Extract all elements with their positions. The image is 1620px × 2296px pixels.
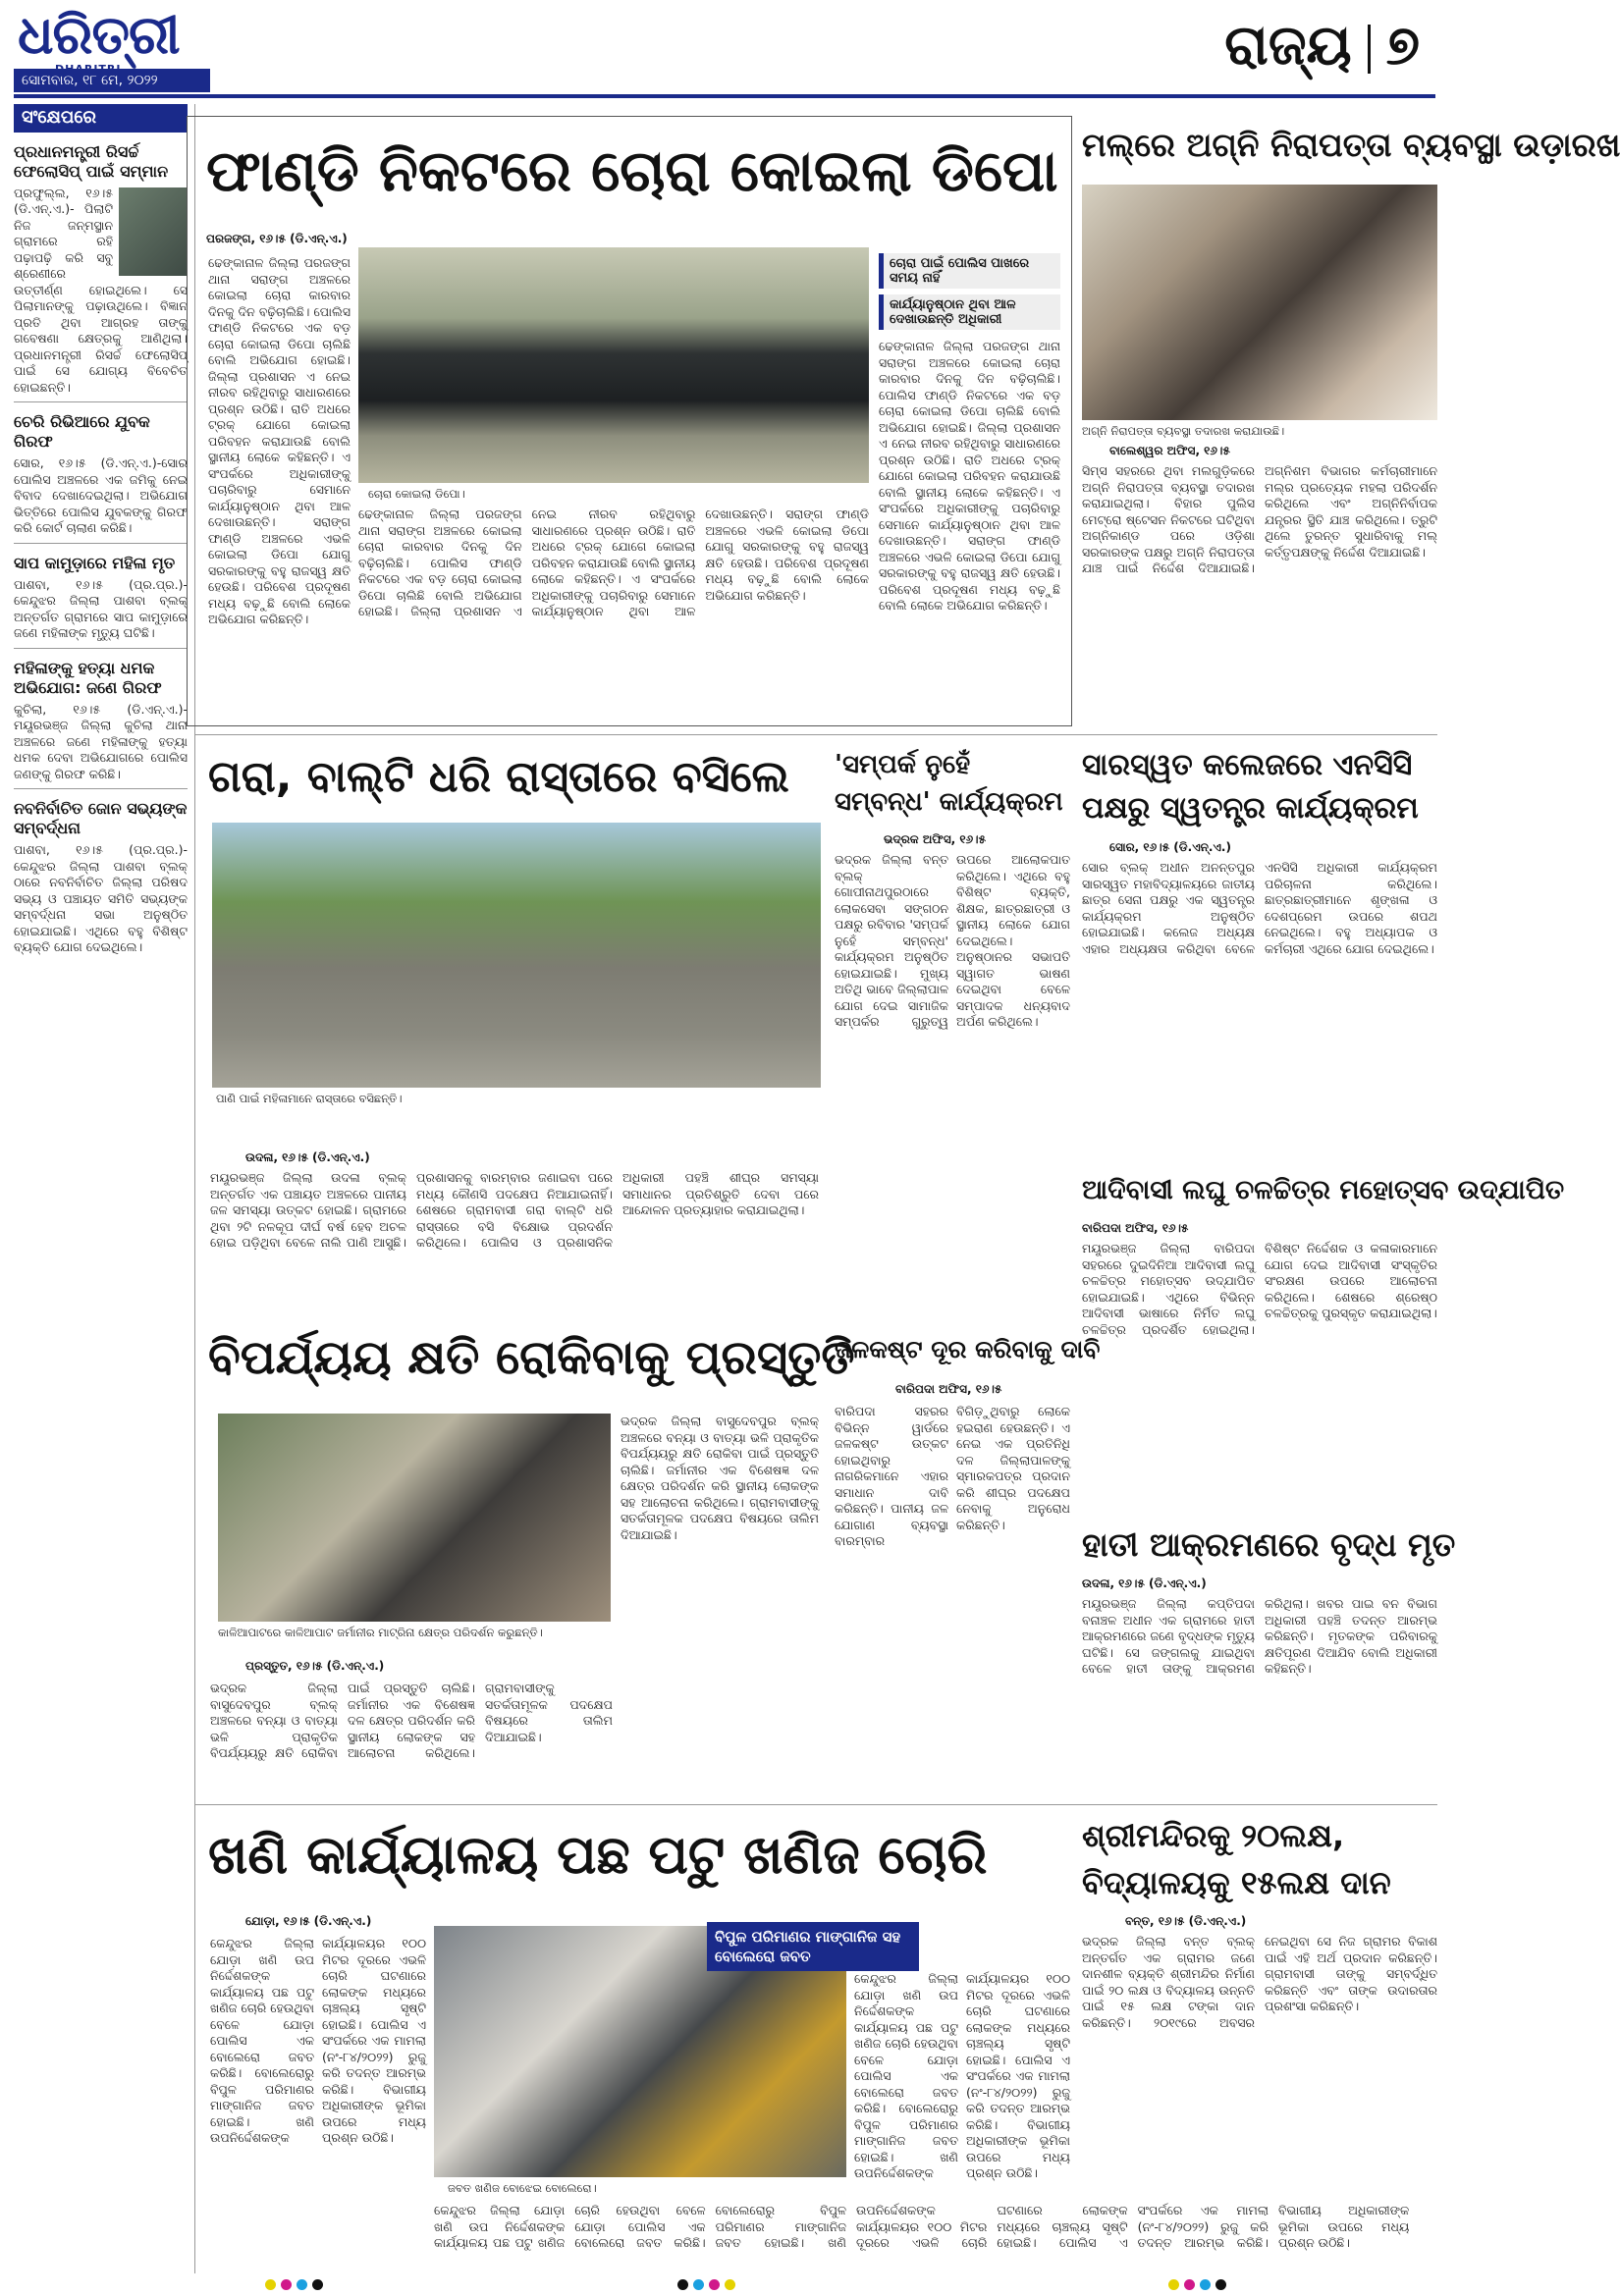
story-body: ସୋର ବ୍ଲକ୍ ଅଧୀନ ଅନନ୍ତପୁର ସାରସ୍ୱତ ମହାବିଦ୍ୟାଳୟରେ ଜାତୀୟ ଛାତ୍ର ସେନା ପକ୍ଷରୁ ଏକ ସ୍ୱତନ୍ତ୍ର କାର୍ଯ୍ୟକ୍ରମ ଅନୁଷ୍ଠିତ ହୋଇଯାଇଛି। କଲେଜ ଅଧ୍ୟକ୍ଷ ଏହାର ଅଧ୍ୟକ୍ଷତା କରିଥିବା ବେଳେ ଏନସିସି ଅଧିକାରୀ କାର୍ଯ୍ୟକ୍ରମ ପରିଚାଳନା କରିଥିଲେ। ଛାତ୍ରଛାତ୍ରୀମାନେ ଶୃଙ୍ଖଳା ଓ ଦେଶପ୍ରେମ ଉପରେ ଶପଥ ନେଇଥିଲେ। ବହୁ ଅଧ୍ୟାପକ ଓ କର୍ମଚାରୀ ଏଥିରେ ଯୋଗ ଦେଇଥିଲେ। [1082, 860, 1437, 956]
headline-disaster: ବିପର୍ଯ୍ୟୟ କ୍ଷତି ରୋକିବାକୁ ପ୍ରସ୍ତୁତି [208, 1330, 855, 1385]
dateline: ସୋମବାର, ୧୮ ମେ, ୨୦୨୨ [14, 69, 210, 92]
story-body: ଭଦ୍ରକ ଜିଲ୍ଲା ବନ୍ତ ବ୍ଲକ୍ ଗୋପୀନାଥପୁରଠାରେ ଲୋକସେବା ସଙ୍ଗଠନ ପକ୍ଷରୁ ରବିବାର 'ସମ୍ପର୍କ ନୁହେଁ ସମ୍ବନ୍ଧ' କାର୍ଯ୍ୟକ୍ରମ ଅନୁଷ୍ଠିତ ହୋଇଯାଇଛି। ମୁଖ୍ୟ ଅତିଥି ଭାବେ ଜିଲ୍ଲାପାଳ ଯୋଗ ଦେଇ ସାମାଜିକ ସମ୍ପର୍କର ଗୁରୁତ୍ୱ ଉପରେ ଆଲୋକପାତ କରିଥିଲେ। ଏଥିରେ ବହୁ ବିଶିଷ୍ଟ ବ୍ୟକ୍ତି, ଶିକ୍ଷକ, ଛାତ୍ରଛାତ୍ରୀ ଓ ସ୍ଥାନୀୟ ଲୋକେ ଯୋଗ ଦେଇଥିଲେ। ଅନୁଷ୍ଠାନର ସଭାପତି ସ୍ୱାଗତ ଭାଷଣ ଦେଇଥିବା ବେଳେ ସମ୍ପାଦକ ଧନ୍ୟବାଦ ଅର୍ପଣ କରିଥିଲେ। [835, 852, 1070, 1029]
headline-water-protest: ଗରା, ବାଲ୍ଟି ଧରି ରାସ୍ତାରେ ବସିଲେ [208, 752, 789, 802]
story-body: କେନ୍ଦୁଝର ଜିଲ୍ଲା ଯୋଡ଼ା ଖଣି ଉପ ନିର୍ଦ୍ଦେଶକଙ୍କ କାର୍ଯ୍ୟାଳୟ ପଛ ପଟୁ ଖଣିଜ ଚୋରି ହେଉଥିବା ବେଳେ ଯୋଡ଼ା ପୋଲିସ ଏକ ବୋଲେରୋ ଜବତ କରିଛି। ବୋଲେରୋରୁ ବିପୁଳ ପରିମାଣର ମାଙ୍ଗାନିଜ ଜବତ ହୋଇଛି। ଖଣି ଉପନିର୍ଦ୍ଦେଶକଙ୍କ କାର୍ଯ୍ୟାଳୟର ୧୦୦ ମିଟର ଦୂରରେ ଏଭଳି ଚୋରି ଘଟଣାରେ ଲୋକଙ୍କ ମଧ୍ୟରେ ଚାଞ୍ଚଲ୍ୟ ସୃଷ୍ଟି ହୋଇଛି। ପୋଲିସ ଏ ସଂପର୍କରେ ଏକ ମାମଲା (ନଂ-୮୪/୨୦୨୨) ରୁଜୁ କରି ତଦନ୍ତ ଆରମ୍ଭ କରିଛି। ବିଭାଗୀୟ ଅଧିକାରୀଙ୍କ ଭୂମିକା ଉପରେ ମଧ୍ୟ ପ୍ରଶ୍ନ ଉଠିଛି। [434, 2203, 1410, 2250]
divider [14, 543, 188, 544]
photo-caption: ପାଣି ପାଇଁ ମହିଳାମାନେ ରାସ୍ତାରେ ବସିଛନ୍ତି। [216, 1092, 403, 1105]
section-divider [1368, 25, 1371, 74]
brief-body: ପ୍ରଫୁଲ୍ଲ, ୧୬।୫ (ଡି.ଏନ୍.ଏ.)- ପିଲାଟି ନିଜ ଜନ୍ମସ୍ଥାନ ଗ୍ରାମରେ ରହି ପଢ଼ାପଢ଼ି କରି ସବୁ ଶ୍ରେଣୀରେ ଉତ୍ତୀର୍ଣ୍ଣ ହୋଇଥିଲେ। ସେ ପିଲାମାନଙ୍କୁ ପଢ଼ାଉଥିଲେ। ବିଜ୍ଞାନ ପ୍ରତି ଥିବା ଆଗ୍ରହ ତାଙ୍କୁ ଗବେଷଣା କ୍ଷେତ୍ରକୁ ଆଣିଥିଲା। ପ୍ରଧାନମନ୍ତ୍ରୀ ରିସର୍ଚ୍ଚ ଫେଲୋସିପ୍ ପାଇଁ ସେ ଯୋଗ୍ୟ ବିବେଚିତ ହୋଇଛନ୍ତି। [14, 185, 188, 395]
divider [14, 401, 188, 402]
row-rule [194, 734, 1437, 735]
story-body: କେନ୍ଦୁଝର ଜିଲ୍ଲା ଯୋଡ଼ା ଖଣି ଉପ ନିର୍ଦ୍ଦେଶକଙ୍କ କାର୍ଯ୍ୟାଳୟ ପଛ ପଟୁ ଖଣିଜ ଚୋରି ହେଉଥିବା ବେଳେ ଯୋଡ଼ା ପୋଲିସ ଏକ ବୋଲେରୋ ଜବତ କରିଛି। ବୋଲେରୋରୁ ବିପୁଳ ପରିମାଣର ମାଙ୍ଗାନିଜ ଜବତ ହୋଇଛି। ଖଣି ଉପନିର୍ଦ୍ଦେଶକଙ୍କ କାର୍ଯ୍ୟାଳୟର ୧୦୦ ମିଟର ଦୂରରେ ଏଭଳି ଚୋରି ଘଟଣାରେ ଲୋକଙ୍କ ମଧ୍ୟରେ ଚାଞ୍ଚଲ୍ୟ ସୃଷ୍ଟି ହୋଇଛି। ପୋଲିସ ଏ ସଂପର୍କରେ ଏକ ମାମଲା (ନଂ-୮୪/୨୦୨୨) ରୁଜୁ କରି ତଦନ୍ତ ଆରମ୍ଭ କରିଛି। ବିଭାଗୀୟ ଅଧିକାରୀଙ୍କ ଭୂମିକା ଉପରେ ମଧ୍ୟ ପ୍ରଶ୍ନ ଉଠିଛି। [854, 1971, 1070, 2180]
page-number: ୭ [1385, 14, 1420, 78]
pull-quote-box [879, 253, 1060, 336]
photo-caption: ଚୋରା କୋଇଲା ଡିପୋ। [368, 487, 465, 501]
brief-photo [119, 187, 188, 276]
story-body: ଭଦ୍ରକ ଜିଲ୍ଲା ବାସୁଦେବପୁର ବ୍ଲକ୍ ଅଞ୍ଚଳରେ ବନ୍ୟା ଓ ବାତ୍ୟା ଭଳି ପ୍ରାକୃତିକ ବିପର୍ଯ୍ୟୟରୁ କ୍ଷତି ରୋକିବା ପାଇଁ ପ୍ରସ୍ତୁତି ଚାଲିଛି। ଜର୍ମାନୀର ଏକ ବିଶେଷଜ୍ଞ ଦଳ କ୍ଷେତ୍ର ପରିଦର୍ଶନ କରି ସ୍ଥାନୀୟ ଲୋକଙ୍କ ସହ ଆଲୋଚନା କରିଥିଲେ। ଗ୍ରାମବାସୀଙ୍କୁ ସତର୍କତାମୂଳକ ପଦକ୍ଷେପ ବିଷୟରେ ତାଲିମ ଦିଆଯାଇଛି। [621, 1414, 819, 1542]
sidebar-briefs [14, 104, 188, 2264]
section-header [1224, 14, 1420, 79]
byline: ପରଜଙ୍ଗ, ୧୬।୫ (ଡି.ଏନ୍.ଏ.) [206, 232, 348, 245]
brief-title: ଚେରି ରିଭିଆରେ ଯୁବକ ଗିରଫ [14, 412, 150, 451]
byline: ସୋର, ୧୬।୫ (ଡି.ଏନ୍.ଏ.) [1109, 840, 1231, 854]
headline-water-demand: ଜଳକଷ୍ଟ ଦୂର କରିବାକୁ ଦାବି [835, 1335, 1101, 1363]
byline: ଉଦଳା, ୧୬।୫ (ଡି.ଏନ୍.ଏ.) [1082, 1576, 1207, 1590]
photo-coal-depot [358, 247, 869, 483]
pull-quote-mineral: ବିପୁଳ ପରିମାଣର ମାଙ୍ଗାନିଜ ସହ ବୋଲେରୋ ଜବତ [707, 1922, 919, 1971]
headline-elephant: ହାତୀ ଆକ୍ରମଣରେ ବୃଦ୍ଧ ମୃତ [1082, 1525, 1456, 1564]
byline: ବନ୍ତ, ୧୬।୫ (ଡି.ଏନ୍.ଏ.) [1125, 1914, 1247, 1928]
byline: ଉଦଳା, ୧୬।୫ (ଡି.ଏନ୍.ଏ.) [245, 1150, 370, 1164]
row-rule [194, 1804, 1437, 1805]
byline: ବାରିପଦା ଅଫିସ, ୧୬।୫ [895, 1382, 1002, 1396]
headline-coal-depot: ଫାଣ୍ଡି ନିକଟରେ ଚୋରା କୋଇଲା ଡିପୋ [206, 137, 1058, 204]
story-body: ଢେଙ୍କାନାଳ ଜିଲ୍ଲା ପରଜଙ୍ଗ ଥାନା ସରାଙ୍ଗ ଅଞ୍ଚଳରେ କୋଇଲା ଚୋରା କାରବାର ଦିନକୁ ଦିନ ବଢ଼ିଚାଲିଛି। ପୋଲିସ ଫାଣ୍ଡି ନିକଟରେ ଏକ ବଡ଼ ଚୋରା କୋଇଲା ଡିପୋ ଚାଲିଛି ବୋଲି ଅଭିଯୋଗ ହୋଇଛି। ଜିଲ୍ଲା ପ୍ରଶାସନ ଏ ନେଇ ନୀରବ ରହିଥିବାରୁ ସାଧାରଣରେ ପ୍ରଶ୍ନ ଉଠିଛି। ରାତି ଅଧରେ ଟ୍ରକ୍ ଯୋଗେ କୋଇଲା ପରିବହନ କରାଯାଉଛି ବୋଲି ସ୍ଥାନୀୟ ଲୋକେ କହିଛନ୍ତି। ଏ ସଂପର୍କରେ ଅଧିକାରୀଙ୍କୁ ପଚାରିବାରୁ ସେମାନେ କାର୍ଯ୍ୟାନୁଷ୍ଠାନ ଥିବା ଆଳ ଦେଖାଉଛନ୍ତି। ସରାଙ୍ଗ ଫାଣ୍ଡି ଅଞ୍ଚଳରେ ଏଭଳି କୋଇଲା ଡିପୋ ଯୋଗୁ ସରକାରଙ୍କୁ ବହୁ ରାଜସ୍ୱ କ୍ଷତି ହେଉଛି। ପରିବେଶ ପ୍ରଦୂଷଣ ମଧ୍ୟ ବଢ଼ୁଛି ବୋଲି ଲୋକେ ଅଭିଯୋଗ କରିଛନ୍ତି। [208, 255, 351, 626]
headline-tribal-film: ଆଦିବାସୀ ଲଘୁ ଚଳଚ୍ଚିତ୍ର ମହୋତ୍ସବ ଉଦ୍ଯାପିତ [1082, 1175, 1565, 1205]
brief-title: ସାପ କାମୁଡ଼ାରେ ମହିଳା ମୃତ [14, 553, 176, 572]
story-body: ମୟୂରଭଞ୍ଜ ଜିଲ୍ଲା କପ୍ତିପଦା ବନାଞ୍ଚଳ ଅଧୀନ ଏକ ଗ୍ରାମରେ ହାତୀ ଆକ୍ରମଣରେ ଜଣେ ବୃଦ୍ଧଙ୍କ ମୃତ୍ୟୁ ଘଟିଛି। ସେ ଜଙ୍ଗଲକୁ ଯାଇଥିବା ବେଳେ ହାତୀ ତାଙ୍କୁ ଆକ୍ରମଣ କରିଥିଲା। ଖବର ପାଇ ବନ ବିଭାଗ ଅଧିକାରୀ ପହଞ୍ଚି ତଦନ୍ତ ଆରମ୍ଭ କରିଛନ୍ତି। ମୃତକଙ୍କ ପରିବାରକୁ କ୍ଷତିପୂରଣ ଦିଆଯିବ ବୋଲି ଅଧିକାରୀ କହିଛନ୍ତି। [1082, 1596, 1437, 1676]
brief-body: ପାଶବା, ୧୬।୫ (ପ୍ର.ପ୍ର.)- କେନ୍ଦୁଝର ଜିଲ୍ଲା ପାଶବା ବ୍ଲକ୍ ଅନ୍ତର୍ଗତ ଗ୍ରାମରେ ସାପ କାମୁଡ଼ାରେ ଜଣେ ମହିଳାଙ୍କ ମୃତ୍ୟୁ ଘଟିଛି। [14, 576, 188, 640]
divider [14, 648, 188, 649]
byline: ଭଦ୍ରକ ଅଫିସ, ୧୬।୫ [884, 832, 987, 846]
story-body: ମୟୂରଭଞ୍ଜ ଜିଲ୍ଲା ଉଦଳା ବ୍ଲକ୍ ଅନ୍ତର୍ଗତ ଏକ ପଞ୍ଚାୟତ ଅଞ୍ଚଳରେ ପାନୀୟ ଜଳ ସମସ୍ୟା ଉତ୍କଟ ହୋଇଛି। ଗ୍ରାମରେ ଥିବା ୨ଟି ନଳକୂପ ଦୀର୍ଘ ବର୍ଷ ହେବ ଅଚଳ ହୋଇ ପଡ଼ିଥିବା ବେଳେ ନାଲି ପାଣି ଆସୁଛି। ପ୍ରଶାସନକୁ ବାରମ୍ବାର ଜଣାଇବା ପରେ ମଧ୍ୟ କୌଣସି ପଦକ୍ଷେପ ନିଆଯାଇନାହିଁ। ଶେଷରେ ଗ୍ରାମବାସୀ ଗରା ବାଲ୍ଟି ଧରି ରାସ୍ତାରେ ବସି ବିକ୍ଷୋଭ ପ୍ରଦର୍ଶନ କରିଥିଲେ। ପୋଲିସ ଓ ପ୍ରଶାସନିକ ଅଧିକାରୀ ପହଞ୍ଚି ଶୀଘ୍ର ସମସ୍ୟା ସମାଧାନର ପ୍ରତିଶ୍ରୁତି ଦେବା ପରେ ଆନ୍ଦୋଳନ ପ୍ରତ୍ୟାହାର କରାଯାଇଥିଲା। [210, 1170, 819, 1250]
photo-caption: କାଳିଆପାଟରେ କାଳିଆପାଟ ଜର୍ମାନୀର ମାଟ୍ରିନା କ୍ଷେତ୍ର ପରିଦର୍ଶନ କରୁଛନ୍ତି। [218, 1626, 543, 1639]
brief-body: ସୋର, ୧୬।୫ (ଡି.ଏନ୍.ଏ.)-ସୋର ପୋଲିସ ଅଞ୍ଚଳରେ ଏକ ଜମିକୁ ନେଇ ବିବାଦ ଦେଖାଦେଇଥିଲା। ଅଭିଯୋଗ ଭିତ୍ତିରେ ପୋଲିସ ଯୁବକଙ୍କୁ ଗିରଫ କରି କୋର୍ଟ ଚାଲାଣ କରିଛି। [14, 455, 188, 535]
headline-fire-safety: ମଲ୍ରେ ଅଗ୍ନି ନିରାପତ୍ତା ବ୍ୟବସ୍ଥା ଉଡ଼ାରଖ [1082, 126, 1620, 164]
registration-mark [677, 2275, 756, 2289]
registration-mark [1168, 2275, 1247, 2289]
brief-body: ପାଶବା, ୧୬।୫ (ପ୍ର.ପ୍ର.)- କେନ୍ଦୁଝର ଜିଲ୍ଲା ପାଶବା ବ୍ଲକ୍ ଠାରେ ନବନିର୍ବାଚିତ ଜିଲ୍ଲା ପରିଷଦ ସଭ୍ୟ ଓ ପଞ୍ଚାୟତ ସମିତି ସଭ୍ୟଙ୍କ ସମ୍ବର୍ଦ୍ଧନା ସଭା ଅନୁଷ୍ଠିତ ହୋଇଯାଇଛି। ଏଥିରେ ବହୁ ବିଶିଷ୍ଟ ବ୍ୟକ୍ତି ଯୋଗ ଦେଇଥିଲେ। [14, 842, 188, 954]
story-body: ମୟୂରଭଞ୍ଜ ଜିଲ୍ଲା ବାରିପଦା ସହରରେ ଦୁଇଦିନିଆ ଆଦିବାସୀ ଲଘୁ ଚଳଚ୍ଚିତ୍ର ମହୋତ୍ସବ ଉଦ୍ଯାପିତ ହୋଇଯାଇଛି। ଏଥିରେ ବିଭିନ୍ନ ଆଦିବାସୀ ଭାଷାରେ ନିର୍ମିତ ଲଘୁ ଚଳଚ୍ଚିତ୍ର ପ୍ରଦର୍ଶିତ ହୋଇଥିଲା। ବିଶିଷ୍ଟ ନିର୍ଦ୍ଦେଶକ ଓ କଳାକାରମାନେ ଯୋଗ ଦେଇ ଆଦିବାସୀ ସଂସ୍କୃତିର ସଂରକ୍ଷଣ ଉପରେ ଆଲୋଚନା କରିଥିଲେ। ଶେଷରେ ଶ୍ରେଷ୍ଠ ଚଳଚ୍ଚିତ୍ରକୁ ପୁରସ୍କୃତ କରାଯାଇଥିଲା। [1082, 1241, 1437, 1337]
photo-water-protest [212, 823, 821, 1088]
brief-title: ନବନିର୍ବାଚିତ ଜୋନ ସଭ୍ୟଙ୍କ ସମ୍ବର୍ଦ୍ଧନା [14, 799, 188, 837]
photo-caption: ଅଗ୍ନି ନିରାପତ୍ତା ବ୍ୟବସ୍ଥା ତଦାରଖ କରାଯାଉଛି। [1082, 424, 1285, 438]
masthead-rule [14, 94, 1435, 98]
brief-body: କୁଚିଲା, ୧୬।୫ (ଡି.ଏନ୍.ଏ.)- ମୟୂରଭଞ୍ଜ ଜିଲ୍ଲା କୁଚିଲା ଥାନା ଅଞ୍ଚଳରେ ଜଣେ ମହିଳାଙ୍କୁ ହତ୍ୟା ଧମକ ଦେବା ଅଭିଯୋଗରେ ପୋଲିସ ଜଣଙ୍କୁ ଗିରଫ କରିଛି। [14, 701, 188, 781]
headline-ncc: ସାରସ୍ୱତ କଲେଜରେ ଏନସିସି ପକ୍ଷରୁ ସ୍ୱତନ୍ତ୍ର କାର୍ଯ୍ୟକ୍ରମ [1082, 748, 1419, 826]
story-body: ଢେଙ୍କାନାଳ ଜିଲ୍ଲା ପରଜଙ୍ଗ ଥାନା ସରାଙ୍ଗ ଅଞ୍ଚଳରେ କୋଇଲା ଚୋରା କାରବାର ଦିନକୁ ଦିନ ବଢ଼ିଚାଲିଛି। ପୋଲିସ ଫାଣ୍ଡି ନିକଟରେ ଏକ ବଡ଼ ଚୋରା କୋଇଲା ଡିପୋ ଚାଲିଛି ବୋଲି ଅଭିଯୋଗ ହୋଇଛି। ଜିଲ୍ଲା ପ୍ରଶାସନ ଏ ନେଇ ନୀରବ ରହିଥିବାରୁ ସାଧାରଣରେ ପ୍ରଶ୍ନ ଉଠିଛି। ରାତି ଅଧରେ ଟ୍ରକ୍ ଯୋଗେ କୋଇଲା ପରିବହନ କରାଯାଉଛି ବୋଲି ସ୍ଥାନୀୟ ଲୋକେ କହିଛନ୍ତି। ଏ ସଂପର୍କରେ ଅଧିକାରୀଙ୍କୁ ପଚାରିବାରୁ ସେମାନେ କାର୍ଯ୍ୟାନୁଷ୍ଠାନ ଥିବା ଆଳ ଦେଖାଉଛନ୍ତି। ସରାଙ୍ଗ ଫାଣ୍ଡି ଅଞ୍ଚଳରେ ଏଭଳି କୋଇଲା ଡିପୋ ଯୋଗୁ ସରକାରଙ୍କୁ ବହୁ ରାଜସ୍ୱ କ୍ଷତି ହେଉଛି। ପରିବେଶ ପ୍ରଦୂଷଣ ମଧ୍ୟ ବଢ଼ୁଛି ବୋଲି ଲୋକେ ଅଭିଯୋଗ କରିଛନ୍ତି। [358, 507, 869, 618]
brief-title: ପ୍ରଧାନମନ୍ତ୍ରୀ ରିସର୍ଚ୍ଚ ଫେଲୋସିପ୍ ପାଇଁ ସମ୍ମାନ [14, 141, 169, 181]
headline-mineral-theft: ଖଣି କାର୍ଯ୍ୟାଳୟ ପଛ ପଟୁ ଖଣିଜ ଚୋରି [208, 1824, 988, 1886]
story-body: ଭଦ୍ରକ ଜିଲ୍ଲା ବାସୁଦେବପୁର ବ୍ଲକ୍ ଅଞ୍ଚଳରେ ବନ୍ୟା ଓ ବାତ୍ୟା ଭଳି ପ୍ରାକୃତିକ ବିପର୍ଯ୍ୟୟରୁ କ୍ଷତି ରୋକିବା ପାଇଁ ପ୍ରସ୍ତୁତି ଚାଲିଛି। ଜର୍ମାନୀର ଏକ ବିଶେଷଜ୍ଞ ଦଳ କ୍ଷେତ୍ର ପରିଦର୍ଶନ କରି ସ୍ଥାନୀୟ ଲୋକଙ୍କ ସହ ଆଲୋଚନା କରିଥିଲେ। ଗ୍ରାମବାସୀଙ୍କୁ ସତର୍କତାମୂଳକ ପଦକ୍ଷେପ ବିଷୟରେ ତାଲିମ ଦିଆଯାଇଛି। [210, 1681, 613, 1760]
headline-sampark: 'ସମ୍ପର୍କ ନୁହେଁ ସମ୍ବନ୍ଧ' କାର୍ଯ୍ୟକ୍ରମ [835, 750, 1063, 817]
byline: ପ୍ରସ୍ତୁତ, ୧୬।୫ (ଡି.ଏନ୍.ଏ.) [245, 1659, 385, 1673]
brief-title: ମହିଳାଙ୍କୁ ହତ୍ୟା ଧମକ ଅଭିଯୋଗ: ଜଣେ ଗିରଫ [14, 658, 162, 697]
byline: ବାରିପଦା ଅଫିସ, ୧୬।୫ [1082, 1221, 1189, 1235]
story-body: କେନ୍ଦୁଝର ଜିଲ୍ଲା ଯୋଡ଼ା ଖଣି ଉପ ନିର୍ଦ୍ଦେଶକଙ୍କ କାର୍ଯ୍ୟାଳୟ ପଛ ପଟୁ ଖଣିଜ ଚୋରି ହେଉଥିବା ବେଳେ ଯୋଡ଼ା ପୋଲିସ ଏକ ବୋଲେରୋ ଜବତ କରିଛି। ବୋଲେରୋରୁ ବିପୁଳ ପରିମାଣର ମାଙ୍ଗାନିଜ ଜବତ ହୋଇଛି। ଖଣି ଉପନିର୍ଦ୍ଦେଶକଙ୍କ କାର୍ଯ୍ୟାଳୟର ୧୦୦ ମିଟର ଦୂରରେ ଏଭଳି ଚୋରି ଘଟଣାରେ ଲୋକଙ୍କ ମଧ୍ୟରେ ଚାଞ୍ଚଲ୍ୟ ସୃଷ୍ଟି ହୋଇଛି। ପୋଲିସ ଏ ସଂପର୍କରେ ଏକ ମାମଲା (ନଂ-୮୪/୨୦୨୨) ରୁଜୁ କରି ତଦନ୍ତ ଆରମ୍ଭ କରିଛି। ବିଭାଗୀୟ ଅଧିକାରୀଙ୍କ ଭୂମିକା ଉପରେ ମଧ୍ୟ ପ୍ରଶ୍ନ ଉଠିଛି। [210, 1936, 426, 2145]
logo-text: ଧରିତ୍ରୀ [18, 3, 180, 66]
registration-mark [265, 2275, 344, 2289]
story-body: ବାରିପଦା ସହରର ବିଭିନ୍ନ ୱାର୍ଡରେ ଜଳକଷ୍ଟ ଉତ୍କଟ ହୋଇଥିବାରୁ ନାଗରିକମାନେ ଏହାର ସମାଧାନ ଦାବି କରିଛନ୍ତି। ପାନୀୟ ଜଳ ଯୋଗାଣ ବ୍ୟବସ୍ଥା ବାରମ୍ବାର ବିଗିଡ଼ୁଥିବାରୁ ଲୋକେ ହଇରାଣ ହେଉଛନ୍ତି। ଏ ନେଇ ଏକ ପ୍ରତିନିଧି ଦଳ ଜିଲ୍ଲାପାଳଙ୍କୁ ସ୍ମାରକପତ୍ର ପ୍ରଦାନ କରି ଶୀଘ୍ର ପଦକ୍ଷେପ ନେବାକୁ ଅନୁରୋଧ କରିଛନ୍ତି। [835, 1404, 1070, 1548]
byline: ବାଲେଶ୍ୱର ଅଫିସ, ୧୬।୫ [1109, 444, 1230, 457]
photo-disaster [218, 1414, 611, 1622]
byline: ଯୋଡ଼ା, ୧୬।୫ (ଡି.ଏନ୍.ଏ.) [245, 1914, 372, 1928]
story-body: ସିମ୍ସ ସହରରେ ଥିବା ମଲଗୁଡ଼ିକରେ ଅଗ୍ନି ନିରାପତ୍ତା ବ୍ୟବସ୍ଥା ତଦାରଖ କରାଯାଇଥିଲା। ବିହାର ପୁଲିସ ମେଟ୍ରୋ ଷ୍ଟେସନ ନିକଟରେ ଘଟିଥିବା ଅଗ୍ନିକାଣ୍ଡ ପରେ ଓଡ଼ିଶା ସରକାରଙ୍କ ପକ୍ଷରୁ ଅଗ୍ନି ନିରାପତ୍ତା ଯାଞ୍ଚ ପାଇଁ ନିର୍ଦ୍ଦେଶ ଦିଆଯାଇଛି। ଅଗ୍ନିଶମ ବିଭାଗର କର୍ମଚାରୀମାନେ ମଲ୍ର ପ୍ରତ୍ୟେକ ମହଲା ପରିଦର୍ଶନ କରିଥିଲେ ଏବଂ ଅଗ୍ନିନିର୍ବାପକ ଯନ୍ତ୍ରର ସ୍ଥିତି ଯାଞ୍ଚ କରିଥିଲେ। ତ୍ରୁଟି ଥିଲେ ତୁରନ୍ତ ସୁଧାରିବାକୁ ମଲ୍ କର୍ତ୍ତୃପକ୍ଷଙ୍କୁ ନିର୍ଦ୍ଦେଶ ଦିଆଯାଇଛି। [1082, 463, 1437, 575]
masthead-logo [18, 3, 180, 75]
divider [14, 788, 188, 789]
story-body: ଭଦ୍ରକ ଜିଲ୍ଲା ବନ୍ତ ବ୍ଲକ୍ ଅନ୍ତର୍ଗତ ଏକ ଗ୍ରାମର ଜଣେ ଦାନଶୀଳ ବ୍ୟକ୍ତି ଶ୍ରୀମନ୍ଦିର ନିର୍ମାଣ ପାଇଁ ୨୦ ଲକ୍ଷ ଓ ବିଦ୍ୟାଳୟ ଉନ୍ନତି ପାଇଁ ୧୫ ଲକ୍ଷ ଟଙ୍କା ଦାନ କରିଛନ୍ତି। ୨୦୧୯ରେ ଅବସର ନେଇଥିବା ସେ ନିଜ ଗ୍ରାମର ବିକାଶ ପାଇଁ ଏହି ଅର୍ଥ ପ୍ରଦାନ କରିଛନ୍ତି। ଗ୍ରାମବାସୀ ତାଙ୍କୁ ସମ୍ବର୍ଦ୍ଧିତ କରିଛନ୍ତି ଏବଂ ତାଙ୍କ ଉଦାରତାର ପ୍ରଶଂସା କରିଛନ୍ତି। [1082, 1934, 1437, 2030]
photo-fire-safety [1082, 185, 1437, 420]
headline-donation: ଶ୍ରୀମନ୍ଦିରକୁ ୨୦ଲକ୍ଷ, ବିଦ୍ୟାଳୟକୁ ୧୫ଲକ୍ଷ ଦାନ [1082, 1817, 1391, 1901]
pull-quote: ଚୋରା ପାଇଁ ପୋଲିସ ପାଖରେ ସମୟ ନାହିଁ [879, 253, 1060, 289]
photo-caption: ଜବତ ଖଣିଜ ବୋଝେଇ ବୋଲେରୋ। [448, 2181, 597, 2195]
story-body: ଢେଙ୍କାନାଳ ଜିଲ୍ଲା ପରଜଙ୍ଗ ଥାନା ସରାଙ୍ଗ ଅଞ୍ଚଳରେ କୋଇଲା ଚୋରା କାରବାର ଦିନକୁ ଦିନ ବଢ଼ିଚାଲିଛି। ପୋଲିସ ଫାଣ୍ଡି ନିକଟରେ ଏକ ବଡ଼ ଚୋରା କୋଇଲା ଡିପୋ ଚାଲିଛି ବୋଲି ଅଭିଯୋଗ ହୋଇଛି। ଜିଲ୍ଲା ପ୍ରଶାସନ ଏ ନେଇ ନୀରବ ରହିଥିବାରୁ ସାଧାରଣରେ ପ୍ରଶ୍ନ ଉଠିଛି। ରାତି ଅଧରେ ଟ୍ରକ୍ ଯୋଗେ କୋଇଲା ପରିବହନ କରାଯାଉଛି ବୋଲି ସ୍ଥାନୀୟ ଲୋକେ କହିଛନ୍ତି। ଏ ସଂପର୍କରେ ଅଧିକାରୀଙ୍କୁ ପଚାରିବାରୁ ସେମାନେ କାର୍ଯ୍ୟାନୁଷ୍ଠାନ ଥିବା ଆଳ ଦେଖାଉଛନ୍ତି। ସରାଙ୍ଗ ଫାଣ୍ଡି ଅଞ୍ଚଳରେ ଏଭଳି କୋଇଲା ଡିପୋ ଯୋଗୁ ସରକାରଙ୍କୁ ବହୁ ରାଜସ୍ୱ କ୍ଷତି ହେଉଛି। ପରିବେଶ ପ୍ରଦୂଷଣ ମଧ୍ୟ ବଢ଼ୁଛି ବୋଲି ଲୋକେ ଅଭିଯୋଗ କରିଛନ୍ତି। [879, 339, 1060, 613]
briefs-badge: ସଂକ୍ଷେପରେ [14, 104, 188, 133]
pull-quote: କାର୍ଯ୍ୟାନୁଷ୍ଠାନ ଥିବା ଆଳ ଦେଖାଉଛନ୍ତି ଅଧିକାରୀ [879, 294, 1060, 330]
section-name: ରାଜ୍ୟ [1224, 14, 1352, 78]
